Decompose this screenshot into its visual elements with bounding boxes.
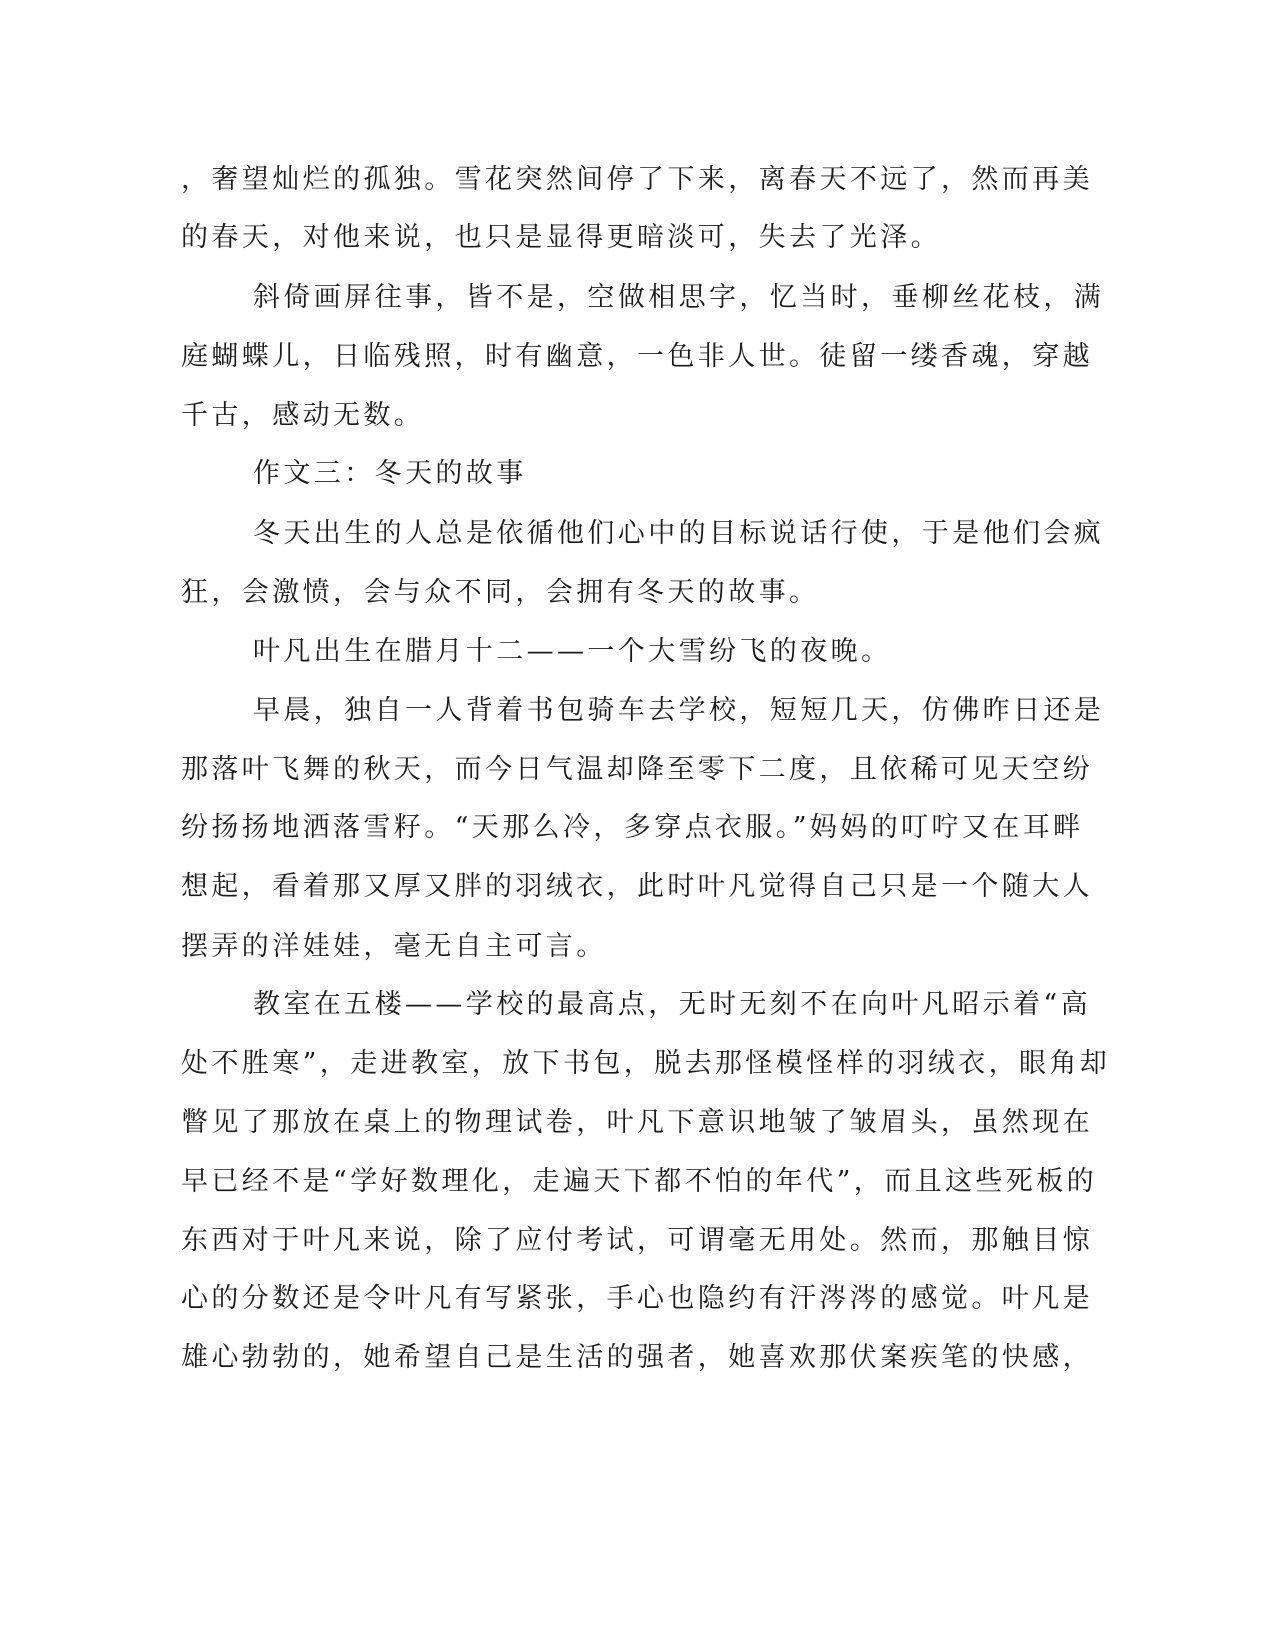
text-line: 瞥见了那放在桌上的物理试卷，叶凡下意识地皱了皱眉头，虽然现在 bbox=[181, 1107, 1093, 1138]
text-line: 雄心勃勃的，她希望自己是生活的强者，她喜欢那伏案疾笔的快感， bbox=[181, 1342, 1093, 1373]
text-line: 庭蝴蝶儿，日临残照，时有幽意，一色非人世。徒留一缕香魂，穿越 bbox=[181, 341, 1093, 372]
text-line: 的春天，对他来说，也只是显得更暗淡可，失去了光泽。 bbox=[181, 222, 941, 253]
paragraph-start-line: 冬天出生的人总是依循他们心中的目标说话行使，于是他们会疯 bbox=[253, 518, 1105, 549]
text-line: 狂，会激愤，会与众不同，会拥有冬天的故事。 bbox=[181, 577, 820, 608]
paragraph-start-line: 叶凡出生在腊月十二——一个大雪纷飞的夜晚。 bbox=[253, 636, 892, 667]
paragraph-start-line: 斜倚画屏往事，皆不是，空做相思字，忆当时，垂柳丝花枝，满 bbox=[253, 282, 1105, 313]
text-line: 早已经不是“学好数理化，走遍天下都不怕的年代”，而且这些死板的 bbox=[181, 1166, 1098, 1197]
paragraph-start-line: 教室在五楼——学校的最高点，无时无刻不在向叶凡昭示着“高 bbox=[253, 989, 1092, 1020]
text-line: 东西对于叶凡来说，除了应付考试，可谓毫无用处。然而，那触目惊 bbox=[181, 1225, 1093, 1256]
text-line: 想起，看着那又厚又胖的羽绒衣，此时叶凡觉得自己只是一个随大人 bbox=[181, 871, 1093, 902]
text-line: 处不胜寒”，走进教室，放下书包，脱去那怪模怪样的羽绒衣，眼角却 bbox=[181, 1048, 1111, 1079]
text-line: 纷扬扬地洒落雪籽。“天那么冷，多穿点衣服。”妈妈的叮咛又在耳畔 bbox=[181, 812, 1084, 843]
text-line: 那落叶飞舞的秋天，而今日气温却降至零下二度，且依稀可见天空纷 bbox=[181, 754, 1093, 785]
section-heading: 作文三：冬天的故事 bbox=[253, 458, 527, 489]
text-line: 心的分数还是令叶凡有写紧张，手心也隐约有汗涔涔的感觉。叶凡是 bbox=[181, 1283, 1093, 1314]
text-line: 千古，感动无数。 bbox=[181, 400, 425, 431]
paragraph-start-line: 早晨，独自一人背着书包骑车去学校，短短几天，仿佛昨日还是 bbox=[253, 695, 1105, 726]
text-line: 摆弄的洋娃娃，毫无自主可言。 bbox=[181, 931, 607, 962]
text-line: ，奢望灿烂的孤独。雪花突然间停了下来，离春天不远了，然而再美 bbox=[181, 164, 1093, 195]
